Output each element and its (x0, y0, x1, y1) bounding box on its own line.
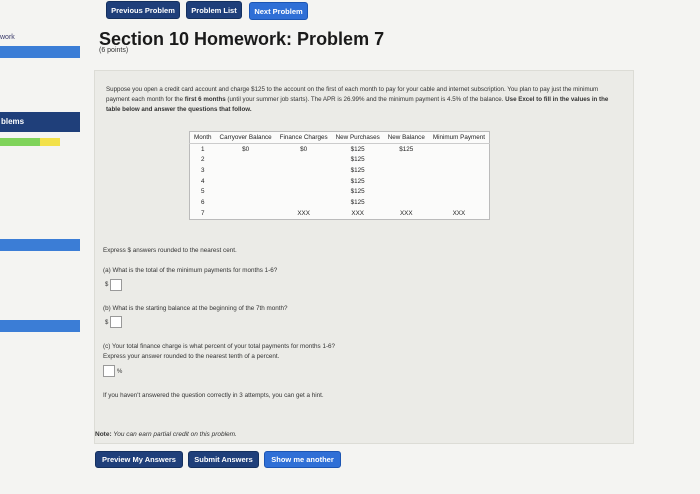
previous-problem-button[interactable]: Previous Problem (106, 1, 180, 19)
sidebar-bar-top[interactable] (0, 46, 80, 58)
sidebar-problems-label: blems (1, 117, 25, 126)
table-cell: XXX (452, 209, 466, 217)
intro-bold-instruction: Use Excel to fill in the values in the table below and answer the questions that follow. (106, 96, 609, 113)
problem-card (94, 70, 469, 444)
table-cell (216, 208, 276, 219)
table-cell: $125 (350, 156, 365, 164)
table-cell (216, 165, 276, 176)
table-cell (216, 154, 276, 165)
table-row (190, 186, 490, 197)
table-row (190, 197, 490, 208)
table-row (190, 176, 490, 187)
question-a: (a) What is the total of the minimum payments for months 1-6? (103, 267, 278, 274)
col-header-month: Month (190, 132, 216, 144)
partial-credit-note (95, 431, 237, 438)
table-cell: XXX (399, 209, 413, 217)
payment-table (189, 131, 490, 220)
submit-answers-button[interactable]: Submit Answers (188, 451, 259, 468)
table-cell: XXX (297, 209, 310, 217)
sidebar-work-label: work (0, 34, 15, 41)
preview-answers-button[interactable]: Preview My Answers (95, 451, 183, 468)
table-cell: 5 (201, 188, 205, 196)
col-header-carryover: Carryover Balance (216, 132, 276, 144)
rounding-instructions: Express $ answers rounded to the nearest cent. (103, 247, 237, 254)
table-row (190, 154, 490, 165)
hint-text: If you haven't answered the question correctly in 3 attempts, you can get a hint. (103, 392, 324, 399)
sidebar-bar-mid[interactable] (0, 239, 80, 251)
problem-statement (106, 85, 616, 115)
dollar-prefix-a: $ (105, 282, 109, 288)
table-cell: $0 (242, 145, 250, 153)
answer-c-input[interactable] (103, 365, 115, 377)
table-cell: $125 (350, 177, 365, 185)
show-another-button[interactable]: Show me another (264, 451, 341, 468)
table-cell (384, 176, 429, 187)
table-cell (384, 197, 429, 208)
table-cell: $125 (350, 145, 365, 153)
table-row (190, 143, 490, 154)
table-cell: 7 (201, 209, 205, 217)
table-cell (429, 186, 490, 197)
problem-card-extension (467, 70, 634, 444)
table-cell (276, 176, 332, 187)
table-header-row (190, 132, 490, 144)
table-cell (429, 143, 490, 154)
question-b: (b) What is the starting balance at the beginning of the 7th month? (103, 305, 288, 312)
intro-part-2: (until your summer job starts). The APR is 26.99% and the minimum payment is 4.5% of the balance. (225, 96, 506, 103)
col-header-finance: Finance Charges (276, 132, 332, 144)
table-cell: 1 (201, 145, 205, 153)
table-cell (276, 197, 332, 208)
next-problem-button[interactable]: Next Problem (249, 2, 308, 20)
table-cell: $0 (300, 145, 308, 153)
table-cell (384, 186, 429, 197)
table-cell (429, 176, 490, 187)
table-cell: XXX (351, 209, 364, 217)
intro-bold-months: first 6 months (184, 96, 226, 103)
table-cell (216, 176, 276, 187)
table-cell: 4 (201, 177, 205, 185)
table-cell: 6 (201, 198, 205, 206)
table-row (190, 165, 490, 176)
col-header-min-payment: Minimum Payment (429, 132, 490, 144)
page-title: Section 10 Homework: Problem 7 (99, 29, 385, 49)
dollar-prefix-b: $ (105, 320, 109, 326)
note-label: Note: (95, 431, 112, 438)
answer-b-input[interactable] (110, 316, 122, 328)
sidebar-bar-low[interactable] (0, 320, 80, 332)
table-cell: $125 (350, 188, 365, 196)
points-label: (6 points) (99, 47, 129, 54)
note-text: You can earn partial credit on this problem. (111, 431, 237, 438)
answer-a-input[interactable] (110, 279, 122, 291)
col-header-new-balance: New Balance (384, 132, 429, 144)
table-cell (429, 154, 490, 165)
table-cell: 3 (201, 166, 205, 174)
table-cell (384, 165, 429, 176)
table-cell (216, 197, 276, 208)
question-c: (c) Your total finance charge is what percent of your total payments for months 1-6? (103, 343, 336, 350)
sidebar-progress-green (0, 138, 40, 146)
table-cell: $125 (350, 198, 365, 206)
table-cell (276, 165, 332, 176)
problem-list-button[interactable]: Problem List (186, 1, 242, 19)
table-cell (429, 165, 490, 176)
sidebar-progress-yellow (40, 138, 60, 146)
col-header-purchases: New Purchases (332, 132, 384, 144)
table-cell (429, 197, 490, 208)
table-cell (276, 154, 332, 165)
intro-part-1: Suppose you open a credit card account and charge $125 to the account on the first of each month to pay for your cable and internet subscription. You plan to pay just the minimum payment each month for the (106, 86, 599, 103)
table-cell: $125 (350, 166, 365, 174)
table-cell: 2 (201, 156, 205, 164)
table-row (190, 208, 490, 219)
table-cell (276, 186, 332, 197)
table-cell (216, 186, 276, 197)
percent-suffix-c: % (117, 369, 123, 375)
table-cell: $125 (399, 145, 414, 153)
question-c-instructions: Express your answer rounded to the nearest tenth of a percent. (103, 353, 280, 360)
table-cell (384, 154, 429, 165)
